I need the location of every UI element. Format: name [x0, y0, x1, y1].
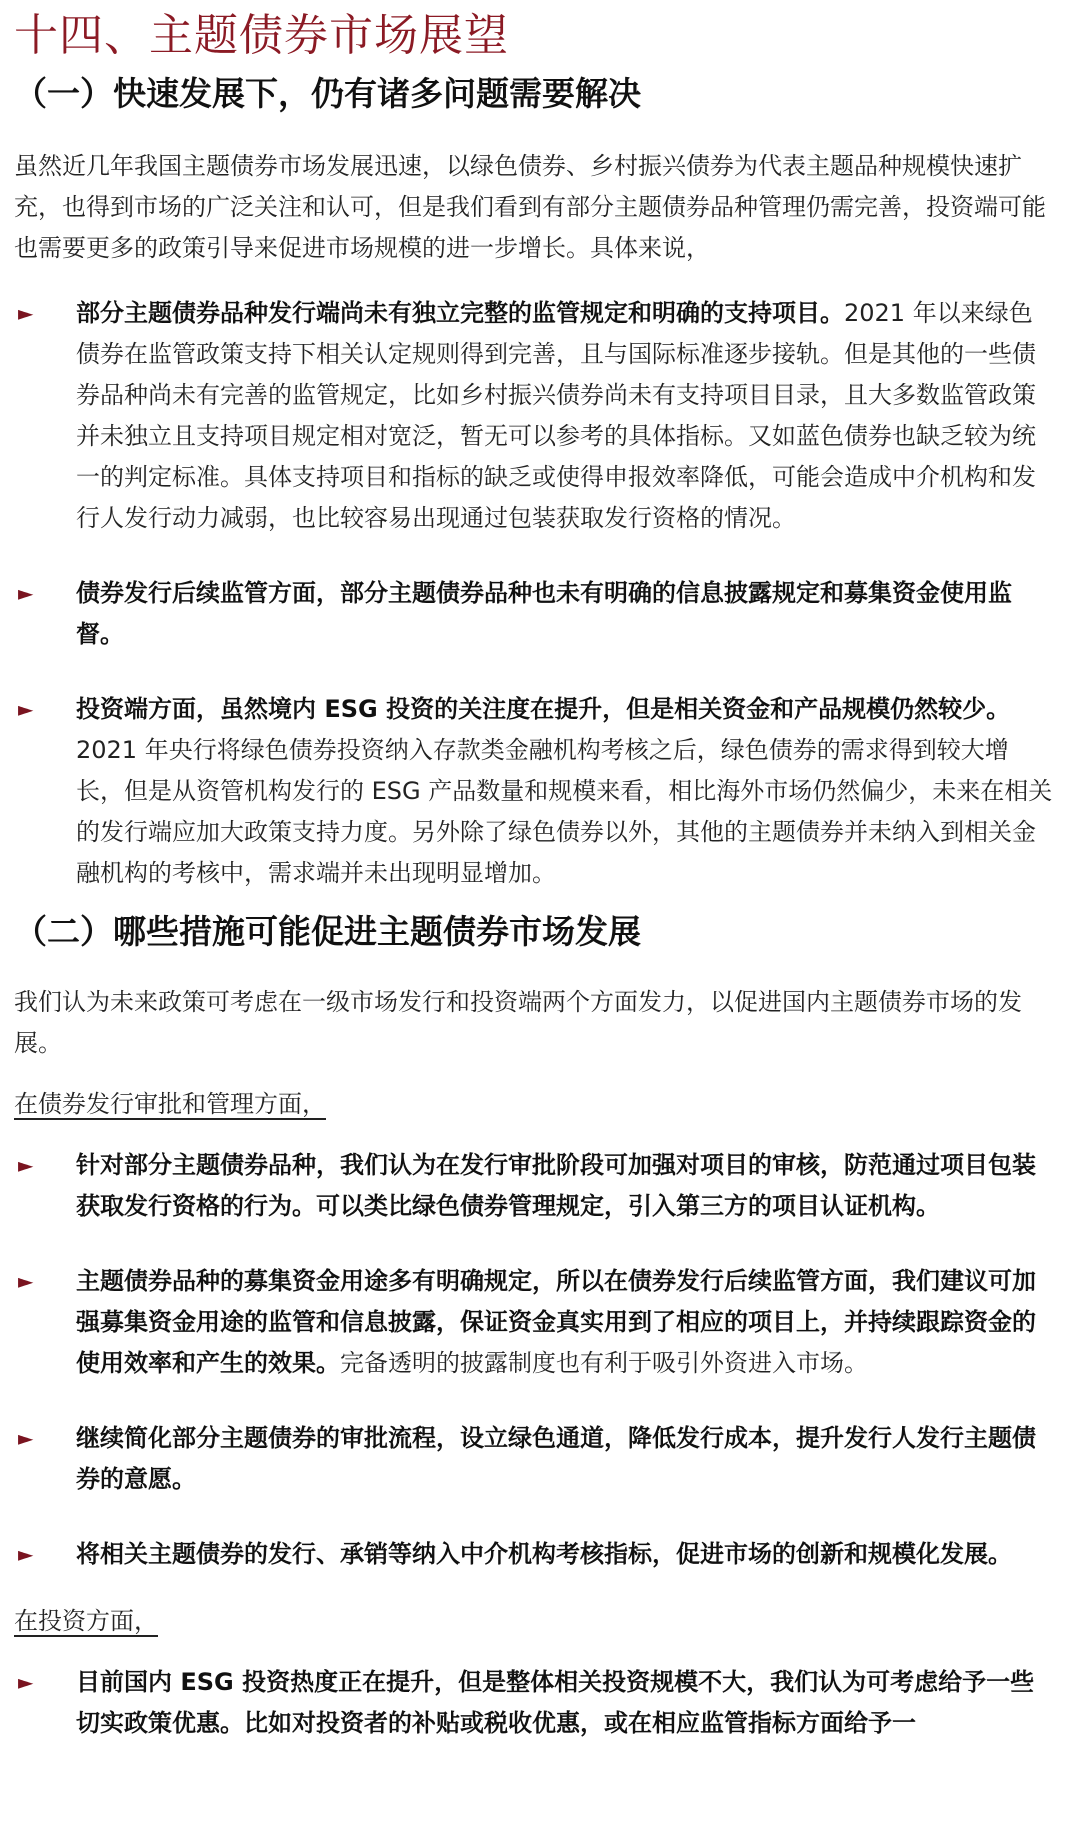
- bullet-text: [76, 1534, 1066, 1575]
- section-1-bullet-list: [14, 293, 1066, 894]
- bullet-bold-text: 部分主题债券品种发行端尚未有独立完整的监管规定和明确的支持项目。: [76, 299, 844, 327]
- list-item: [14, 293, 1066, 539]
- triangle-bullet-icon: ►: [18, 1153, 34, 1177]
- bullet-text: [76, 1418, 1066, 1500]
- list-item: [14, 1145, 1066, 1227]
- bullet-bold-text: 主题债券品种的募集资金用途多有明确规定，所以在债券发行后续监管方面，我们建议可加强募集资金用途的监管和信息披露，保证资金真实用到了相应的项目上，并持续跟踪资金的使用效率和产生的效果。: [76, 1267, 1036, 1377]
- bullet-text: [76, 573, 1066, 655]
- triangle-bullet-icon: ►: [18, 1269, 34, 1293]
- bullet-body-text: 完备透明的披露制度也有利于吸引外资进入市场。: [340, 1349, 868, 1377]
- subsection-label-investment: 在投资方面，: [14, 1607, 158, 1635]
- investment-bullet-list: [14, 1662, 1066, 1744]
- list-item: [14, 689, 1066, 894]
- section-2-intro: 我们认为未来政策可考虑在一级市场发行和投资端两个方面发力，以促进国内主题债券市场的发展。: [14, 988, 1022, 1057]
- list-item: [14, 573, 1066, 655]
- section-1-intro: 虽然近几年我国主题债券市场发展迅速，以绿色债券、乡村振兴债券为代表主题品种规模快速扩充，也得到市场的广泛关注和认可，但是我们看到有部分主题债券品种管理仍需完善，投资端可能也需要更多的政策引导来促进市场规模的进一步增长。具体来说，: [14, 152, 1046, 262]
- bullet-text: [76, 1261, 1066, 1384]
- bullet-bold-text: 针对部分主题债券品种，我们认为在发行审批阶段可加强对项目的审核，防范通过项目包装获取发行资格的行为。可以类比绿色债券管理规定，引入第三方的项目认证机构。: [76, 1151, 1036, 1220]
- bullet-text: [76, 1145, 1066, 1227]
- list-item: [14, 1261, 1066, 1384]
- bullet-body-text: 2021 年以来绿色债券在监管政策支持下相关认定规则得到完善，且与国际标准逐步接轨。但是其他的一些债券品种尚未有完善的监管规定，比如乡村振兴债券尚未有支持项目目录，且大多数监管政策并未独立且支持项目规定相对宽泛，暂无可以参考的具体指标。又如蓝色债券也缺乏较为统一的判定标准。具体支持项目和指标的缺乏或使得申报效率降低，可能会造成中介机构和发行人发行动力减弱，也比较容易出现通过包装获取发行资格的情况。: [76, 299, 1036, 532]
- list-item: [14, 1662, 1066, 1744]
- triangle-bullet-icon: ►: [18, 697, 34, 721]
- bullet-bold-text: 目前国内 ESG 投资热度正在提升，但是整体相关投资规模不大，我们认为可考虑给予一些切实政策优惠。比如对投资者的补贴或税收优惠，或在相应监管指标方面给予一: [76, 1668, 1035, 1737]
- issuance-bullet-list: [14, 1145, 1066, 1575]
- bullet-text: [76, 689, 1066, 894]
- subsection-label-issuance: 在债券发行审批和管理方面，: [14, 1090, 326, 1118]
- bullet-text: [76, 1662, 1066, 1744]
- triangle-bullet-icon: ►: [18, 581, 34, 605]
- triangle-bullet-icon: ►: [18, 1426, 34, 1450]
- bullet-text: [76, 293, 1066, 539]
- bullet-body-text: 2021 年央行将绿色债券投资纳入存款类金融机构考核之后，绿色债券的需求得到较大增长，但是从资管机构发行的 ESG 产品数量和规模来看，相比海外市场仍然偏少，未来在相关的发行端应加大政策支持力度。另外除了绿色债券以外，其他的主题债券并未纳入到相关金融机构的考核中，需求端并未出现明显增加。: [76, 736, 1053, 887]
- section-1-title: （一）快速发展下，仍有诸多问题需要解决: [14, 74, 641, 113]
- triangle-bullet-icon: ►: [18, 301, 34, 325]
- bullet-bold-text: 投资端方面，虽然境内 ESG 投资的关注度在提升，但是相关资金和产品规模仍然较少。: [76, 695, 1011, 723]
- triangle-bullet-icon: ►: [18, 1542, 34, 1566]
- list-item: [14, 1534, 1066, 1575]
- list-item: [14, 1418, 1066, 1500]
- bullet-bold-text: 债券发行后续监管方面，部分主题债券品种也未有明确的信息披露规定和募集资金使用监督。: [76, 579, 1012, 648]
- bullet-bold-text: 将相关主题债券的发行、承销等纳入中介机构考核指标，促进市场的创新和规模化发展。: [76, 1540, 1012, 1568]
- chapter-title: 十四、主题债券市场展望: [14, 10, 509, 61]
- section-2-title: （二）哪些措施可能促进主题债券市场发展: [14, 912, 641, 951]
- bullet-bold-text: 继续简化部分主题债券的审批流程，设立绿色通道，降低发行成本，提升发行人发行主题债券的意愿。: [76, 1424, 1036, 1493]
- triangle-bullet-icon: ►: [18, 1670, 34, 1694]
